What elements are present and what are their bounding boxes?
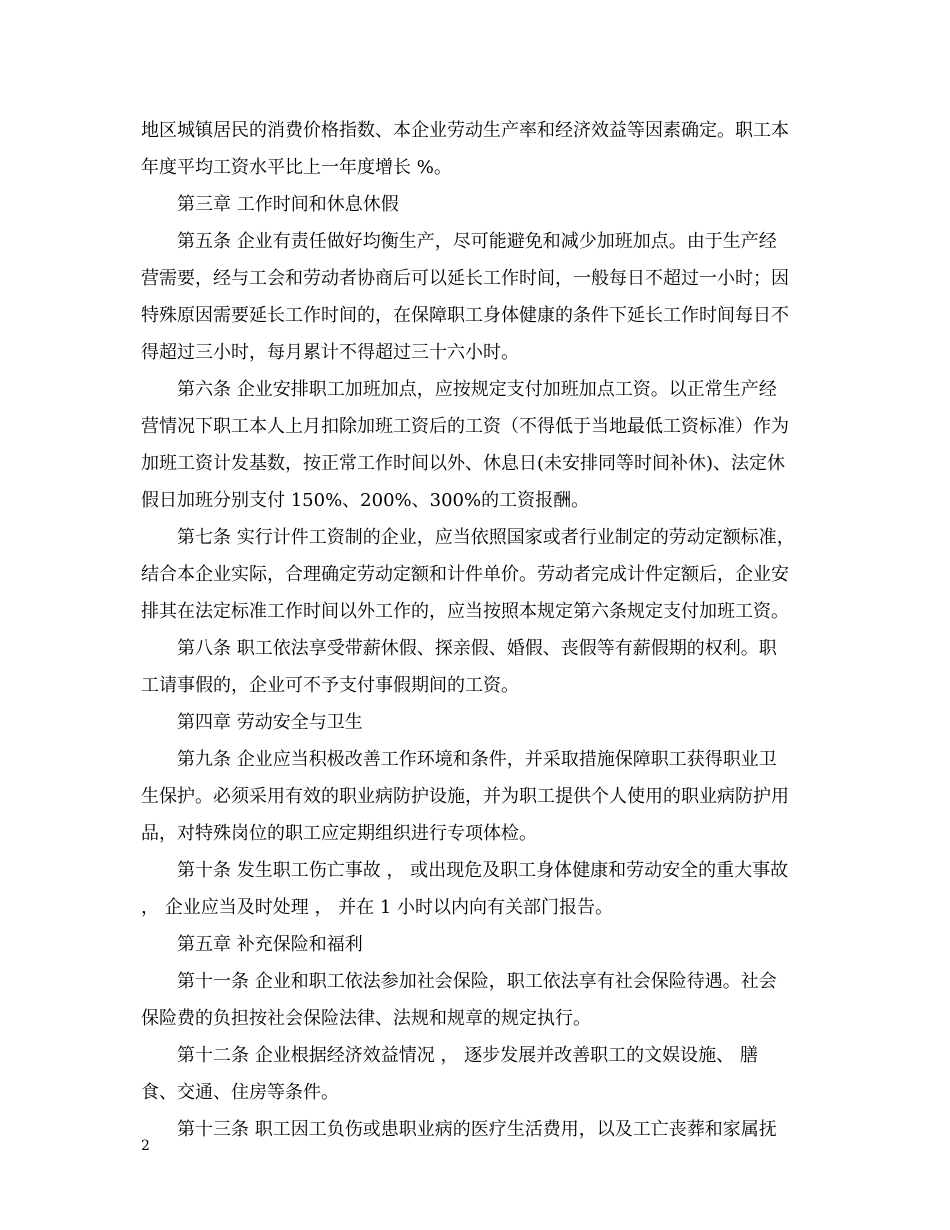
text-line: 假日加班分别支付 150%、200%、300%的工资报酬。 [141,490,590,511]
text-line: 营情况下职工本人上月扣除加班工资后的工资（不得低于当地最低工资标准）作为 [141,416,789,437]
article-paragraph-line: 第六条 企业安排职工加班加点，应按规定支付加班加点工资。以正常生产经 [177,379,777,400]
article-paragraph-line: 第十三条 职工因工负伤或患职业病的医疗生活费用，以及工亡丧葬和家属抚 [177,1119,777,1140]
page-number: 2 [141,1138,150,1154]
text-line: 保险费的负担按社会保险法律、法规和规章的规定执行。 [141,1008,591,1029]
article-paragraph-line: 第十二条 企业根据经济效益情况 ， 逐步发展并改善职工的文娱设施、 膳 [177,1045,758,1066]
text-line: 结合本企业实际，合理确定劳动定额和计件单价。劳动者完成计件定额后，企业安 [141,564,789,585]
text-line: ， 企业应当及时处理 ， 并在 1 小时以内向有关部门报告。 [141,897,614,918]
text-line: 特殊原因需要延长工作时间的，在保障职工身体健康的条件下延长工作时间每日不 [141,305,789,326]
article-paragraph-line: 第七条 实行计件工资制的企业，应当依照国家或者行业制定的劳动定额标准， [177,527,795,548]
article-paragraph-line: 第十一条 企业和职工依法参加社会保险，职工依法享有社会保险待遇。社会 [177,971,777,992]
text-line: 营需要，经与工会和劳动者协商后可以延长工作时间，一般每日不超过一小时；因 [141,268,789,289]
chapter-heading: 第五章 补充保险和福利 [177,934,363,955]
text-line: 地区城镇居民的消费价格指数、本企业劳动生产率和经济效益等因素确定。职工本 [141,120,789,141]
text-line: 加班工资计发基数，按正常工作时间以外、休息日(未安排同等时间补休)、法定休 [141,453,786,474]
text-line: 食、交通、住房等条件。 [141,1082,339,1103]
article-paragraph-line: 第五条 企业有责任做好均衡生产，尽可能避免和减少加班加点。由于生产经 [177,231,777,252]
chapter-heading: 第三章 工作时间和休息休假 [177,194,399,215]
text-line: 排其在法定标准工作时间以外工作的，应当按照本规定第六条规定支付加班工资。 [141,601,789,622]
text-line: 得超过三小时，每月累计不得超过三十六小时。 [141,342,519,363]
text-line: 生保护。必须采用有效的职业病防护设施，并为职工提供个人使用的职业病防护用 [141,786,789,807]
text-line: 品，对特殊岗位的职工应定期组织进行专项体检。 [141,823,537,844]
text-line: 工请事假的，企业可不予支付事假期间的工资。 [141,675,519,696]
chapter-heading: 第四章 劳动安全与卫生 [177,712,363,733]
article-paragraph-line: 第八条 职工依法享受带薪休假、探亲假、婚假、丧假等有薪假期的权利。职 [177,638,777,659]
text-line: 年度平均工资水平比上一年度增长 %。 [141,157,452,178]
article-paragraph-line: 第九条 企业应当积极改善工作环境和条件，并采取措施保障职工获得职业卫 [177,749,777,770]
article-paragraph-line: 第十条 发生职工伤亡事故 ， 或出现危及职工身体健康和劳动安全的重大事故 [177,860,789,881]
